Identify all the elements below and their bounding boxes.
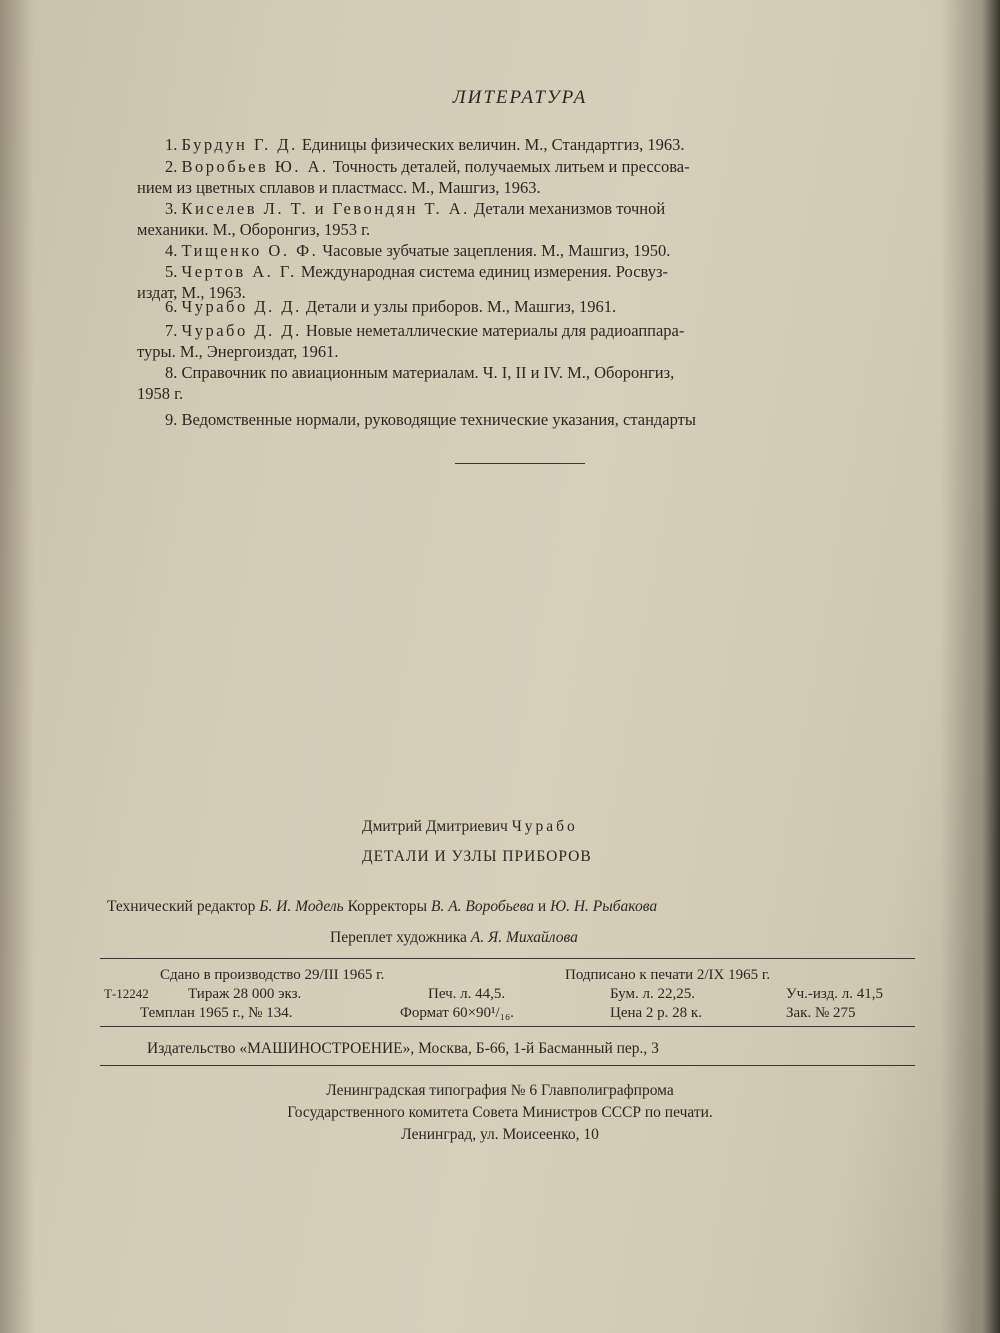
reference-text: Ведомственные нормали, руководящие технические указания, стандарты [181,410,696,429]
publisher-rule [100,1065,915,1066]
reference-text: Новые неметаллические материалы для радиоаппара- [301,321,685,340]
reference-text: Международная система единиц измерения. Росвуз- [296,262,669,281]
book-author [362,818,578,836]
print-sheets: Печ. л. 44,5. [428,986,506,1002]
author-first-name: Дмитрий Дмитриевич [362,818,508,835]
paper-sheets: Бум. л. 22,25. [610,986,696,1002]
reference-number: 3. [165,199,178,218]
reference-text: Единицы физических величин. М., Стандартгиз, 1963. [297,135,685,154]
reference-item [165,296,925,317]
edu-sheets: Уч.-изд. л. 41,5 [786,986,883,1002]
reference-number: 2. [165,157,178,176]
reference-author: Чертов А. Г. [181,262,297,281]
publication-data [100,962,915,1024]
table-bottom-rule [100,1026,915,1027]
reference-number: 7. [165,321,178,340]
reference-continuation: механики. М., Оборонгиз, 1953 г. [137,220,371,239]
reference-author: Чурабо Д. Д. [181,297,302,316]
tech-editor-name: Б. И. Модель [259,898,344,915]
reference-number: 4. [165,241,178,260]
order-number: Зак. № 275 [786,1005,856,1021]
reference-author: Воробьев Ю. А. [181,157,329,176]
reference-item [137,362,925,404]
corrector-name: Ю. Н. Рыбакова [550,898,658,915]
reference-text: Детали механизмов точной [469,199,666,218]
reference-author: Тищенко О. Ф. [181,241,319,260]
reference-number: 6. [165,297,178,316]
reference-author: Бурдун Г. Д. [181,135,298,154]
book-title: ДЕТАЛИ И УЗЛЫ ПРИБОРОВ [362,848,592,865]
print-run: Тираж 28 000 экз. [188,986,302,1002]
signed-date: Подписано к печати 2/IX 1965 г. [565,967,771,983]
price: Цена 2 р. 28 к. [610,1005,702,1021]
reference-item [137,320,925,362]
reference-number: 8. [165,363,178,382]
conjunction: и [537,898,547,915]
reference-number: 9. [165,410,178,429]
reference-text: Детали и узлы приборов. М., Машгиз, 1961. [301,297,617,316]
printer-line: Ленинград, ул. Моисеенко, 10 [401,1126,599,1143]
production-date: Сдано в производство 29/III 1965 г. [160,967,385,983]
table-top-rule [100,958,915,959]
reference-item [165,134,925,155]
binding-artist: А. Я. Михайлова [470,929,578,946]
format: Формат 60×90¹/₁₆. [400,1005,514,1021]
reference-text: Справочник по авиационным материалам. Ч. I, II и IV. М., Оборонгиз, [181,363,675,382]
publisher: Издательство «МАШИНОСТРОЕНИЕ», Москва, Б-66, 1-й Басманный пер., 3 [147,1040,659,1057]
reference-continuation: туры. М., Энергоиздат, 1961. [137,342,339,361]
binding-label: Переплет художника [330,929,467,946]
reference-continuation: нием из цветных сплавов и пластмасс. М., Машгиз, 1963. [137,178,541,197]
reference-item [165,409,925,430]
reference-item [137,156,925,198]
reference-author: Киселев Л. Т. и Гевондян Т. А. [181,199,470,218]
reference-item [137,198,925,240]
reference-continuation: издат, М., 1963. [137,283,246,302]
corrector-name: В. А. Воробьева [430,898,535,915]
printer-line: Государственного комитета Совета Министров СССР по печати. [287,1104,713,1121]
correctors-label: Корректоры [347,898,428,915]
reference-text: Точность деталей, получаемых литьем и прессова- [328,157,690,176]
author-last-name: Чурабо [511,818,578,835]
reference-author: Чурабо Д. Д. [181,321,302,340]
templan: Темплан 1965 г., № 134. [140,1005,293,1021]
editors-line [107,898,657,916]
reference-item [165,240,925,261]
binding-line [330,929,578,947]
section-divider [455,463,585,464]
tech-editor-label: Технический редактор [107,898,256,915]
reference-text: Часовые зубчатые зацепления. М., Машгиз, 1950. [318,241,671,260]
t-number: Т-12242 [104,986,149,1001]
literature-heading: ЛИТЕРАТУРА [452,87,588,108]
reference-number: 1. [165,135,178,154]
reference-number: 5. [165,262,178,281]
reference-continuation: 1958 г. [137,384,184,403]
printer-line: Ленинградская типография № 6 Главполиграфпрома [326,1082,674,1099]
